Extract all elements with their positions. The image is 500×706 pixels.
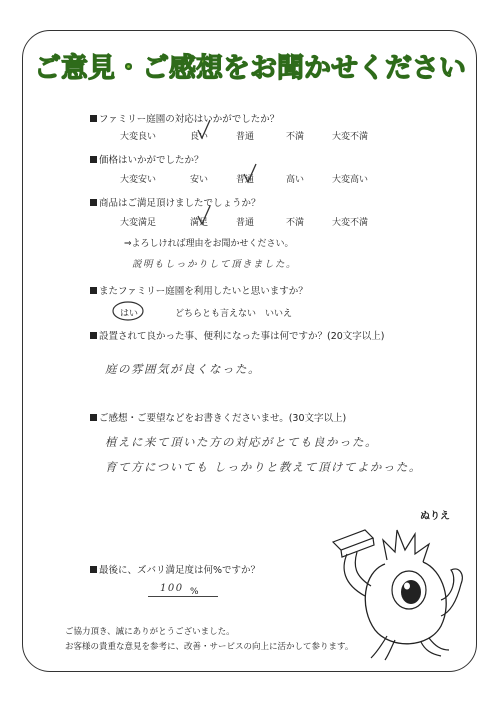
question-4 [90, 283, 308, 297]
question-3-text: 商品はご満足頂けましたでしょうか？ [99, 198, 261, 209]
bullet-square-icon [90, 566, 97, 573]
footer-note: お客様の貴重な意見を参考に、改善・サービスの向上に活かして参ります。 [65, 642, 354, 652]
mascot-onion-icon [325, 508, 475, 668]
q2-option-2[interactable]: 安い [190, 175, 209, 185]
q7-underline [148, 596, 218, 597]
question-2 [90, 152, 204, 166]
q3-option-3[interactable]: 普通 [236, 218, 255, 228]
q3-option-1[interactable]: 大変満足 [120, 218, 157, 228]
bullet-square-icon [90, 156, 97, 163]
question-1-text: ファミリー庭園の対応はいかがでしたか？ [99, 114, 280, 125]
q2-check-mark-icon [242, 162, 258, 184]
q1-option-5[interactable]: 大変不満 [332, 132, 369, 142]
q3-option-4[interactable]: 不満 [286, 218, 305, 228]
q7-value[interactable]: 100 [160, 583, 184, 594]
bullet-square-icon [90, 287, 97, 294]
q6-answer-line-1[interactable]: 植えに来て頂いた方の対応がとても良かった。 [105, 435, 378, 449]
survey-title: ご意見・ご感想をお聞かせください [34, 53, 466, 84]
question-7 [90, 562, 260, 576]
q2-option-5[interactable]: 大変高い [332, 175, 369, 185]
footer-thanks: ご協力頂き、誠にありがとうございました。 [65, 627, 235, 637]
q3-reason-prompt: ⇒よろしければ理由をお聞かせください。 [124, 239, 294, 249]
q4-option-2[interactable]: どちらとも言えない [175, 309, 257, 319]
bullet-square-icon [90, 199, 97, 206]
question-5 [90, 328, 385, 342]
question-2-text: 価格はいかがでしたか？ [99, 155, 204, 166]
bullet-square-icon [90, 115, 97, 122]
q6-answer-line-2[interactable]: 育て方についても しっかりと教えて頂けてよかった。 [105, 460, 422, 474]
mascot-label: ぬりえ [420, 511, 450, 522]
q1-option-4[interactable]: 不満 [286, 132, 305, 142]
q7-unit: % [190, 587, 199, 597]
q3-option-2[interactable]: 満足 [190, 218, 209, 228]
question-1 [90, 111, 279, 125]
q1-option-3[interactable]: 普通 [236, 132, 255, 142]
q2-option-3[interactable]: 普通 [236, 175, 255, 185]
q4-circle-mark-icon [110, 299, 146, 323]
q1-check-mark-icon [196, 118, 212, 140]
q4-option-3[interactable]: いいえ [265, 309, 293, 319]
q3-check-mark-icon [196, 204, 212, 226]
question-5-text: 設置されて良かった事、便利になった事は何ですか？(20文字以上) [99, 331, 385, 342]
question-6 [90, 410, 346, 424]
q3-option-5[interactable]: 大変不満 [332, 218, 369, 228]
bullet-square-icon [90, 332, 97, 339]
question-6-text: ご感想・ご要望などをお書きくださいませ。(30文字以上) [99, 413, 347, 424]
bullet-square-icon [90, 414, 97, 421]
q5-answer[interactable]: 庭の雰囲気が良くなった。 [105, 362, 261, 376]
q2-option-4[interactable]: 高い [286, 175, 305, 185]
q2-option-1[interactable]: 大変安い [120, 175, 157, 185]
question-7-text: 最後に、ズバリ満足度は何%ですか？ [99, 565, 261, 576]
q4-option-1[interactable]: はい [120, 309, 139, 319]
q3-reason-answer[interactable]: 説明もしっかりして頂きました。 [132, 259, 298, 270]
q1-option-2[interactable]: 良い [190, 132, 209, 142]
q1-option-1[interactable]: 大変良い [120, 132, 157, 142]
question-3 [90, 195, 261, 209]
question-4-text: またファミリー庭園を利用したいと思いますか？ [99, 286, 308, 297]
